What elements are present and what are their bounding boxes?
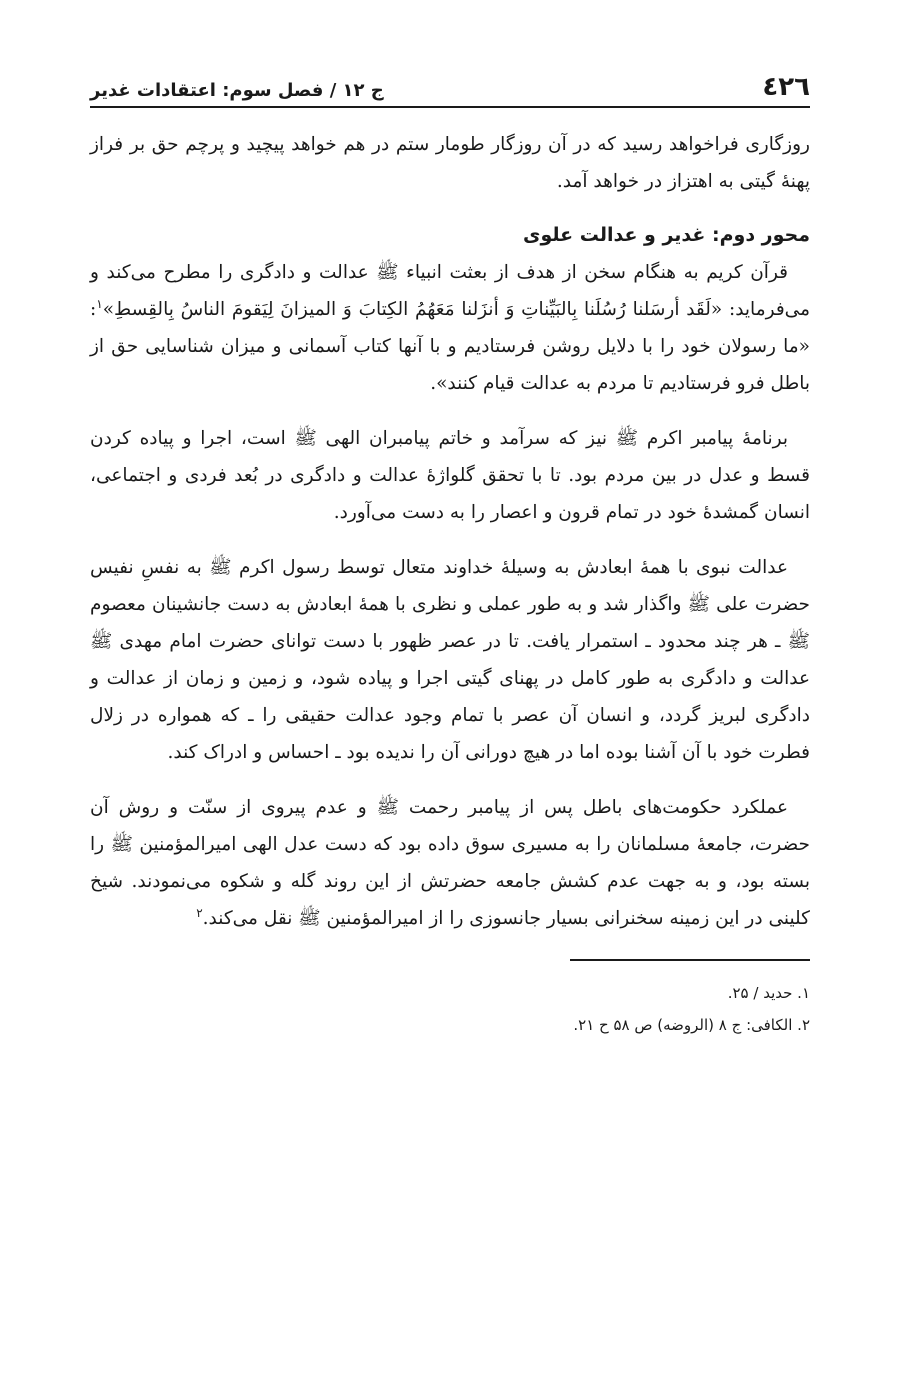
page-header [90,60,810,108]
paragraph-4: عدالت نبوی با همهٔ ابعادش به وسیلهٔ خداوند متعال توسط رسول اکرم ﷺ به نفسِ نفیس حضرت علی ﷺ واگذار شد و به طور عملی و نظری با همهٔ ابعادش به دست جانشینان معصوم ﷺ ـ هر چند محدود ـ استمرار یافت. تا در عصر ظهور با دست توانای حضرت امام مهدی ﷺ عدالت و دادگری به طور کامل در پهنای گیتی اجرا و پیاده شود، و زمین و زمان از عدالت و دادگری لبریز گردد، و انسان آن عصر با تمام وجود عدالت حقیقی را ـ که همواره در زلال فطرت خود با آن آشنا بوده اما در هیچ دورانی آن را ندیده بود ـ احساس و ادراک کند. [90,557,810,763]
footnote-2: ۲. الکافی: ج ۸ (الروضه) ص ۵۸ ح ۲۱. [573,1016,810,1034]
section-heading: محور دوم: غدیر و عدالت علوی [523,224,810,246]
footnote-ref-1: ۱ [96,296,103,311]
paragraph-5-text: عملکرد حکومت‌های باطل پس از پیامبر رحمت ﷺ و عدم پیروی از سنّت و روش آن حضرت، جامعهٔ مسلمانان را به مسیری سوق داده بود که دست عدل الهی امیرالمؤمنین ﷺ را بسته بود، و به جهت عدم کشش جامعه حضرتش از این روند گله و شکوه می‌نمودند. شیخ کلینی در این زمینه سخنرانی بسیار جانسوزی را از امیرالمؤمنین ﷺ نقل می‌کند. [90,797,810,929]
footnotes [90,977,810,1041]
running-title: ج ۱۲ / فصل سوم: اعتقادات غدیر [90,80,384,101]
body-text [90,126,810,937]
document-page [90,60,810,1041]
paragraph-2-translation: : «ما رسولان خود را با دلایل روشن فرستادیم و با آنها کتاب آسمانی و میزان شناسایی حق از باطل فرو فرستادیم تا مردم به عدالت قیام کنند». [90,299,810,394]
paragraph-2-text: قرآن کریم به هنگام سخن از هدف از بعثت انبیاء ﷺ عدالت و دادگری را مطرح می‌کند و می‌فرماید: «لَقَد أرسَلنا رُسُلَنا بِالبَیِّناتِ وَ أنزَلنا مَعَهُمُ الکِتابَ وَ المیزانَ لِیَقومَ الناسُ بِالقِسطِ» [90,262,810,320]
paragraph-1: روزگاری فراخواهد رسید که در آن روزگار طومار ستم در هم خواهد پیچید و پرچم حق بر فراز پهنهٔ گیتی به اهتزاز در خواهد آمد. [90,134,810,192]
footnote-divider [570,959,810,961]
paragraph-5 [90,789,810,937]
page-number: ٤٢٦ [762,72,810,102]
footnote-ref-2: ۲ [196,905,203,920]
paragraph-2 [90,254,810,402]
paragraph-3: برنامهٔ پیامبر اکرم ﷺ نیز که سرآمد و خاتم پیامبران الهی ﷺ است، اجرا و پیاده کردن قسط و عدل در بین مردم بود. تا با تحقق گلواژهٔ عدالت و دادگری در بُعد فردی و اجتماعی، انسان گمشدهٔ خود در تمام قرون و اعصار را به دست می‌آورد. [90,428,810,523]
footnote-1: ۱. حدید / ۲۵. [727,984,810,1002]
